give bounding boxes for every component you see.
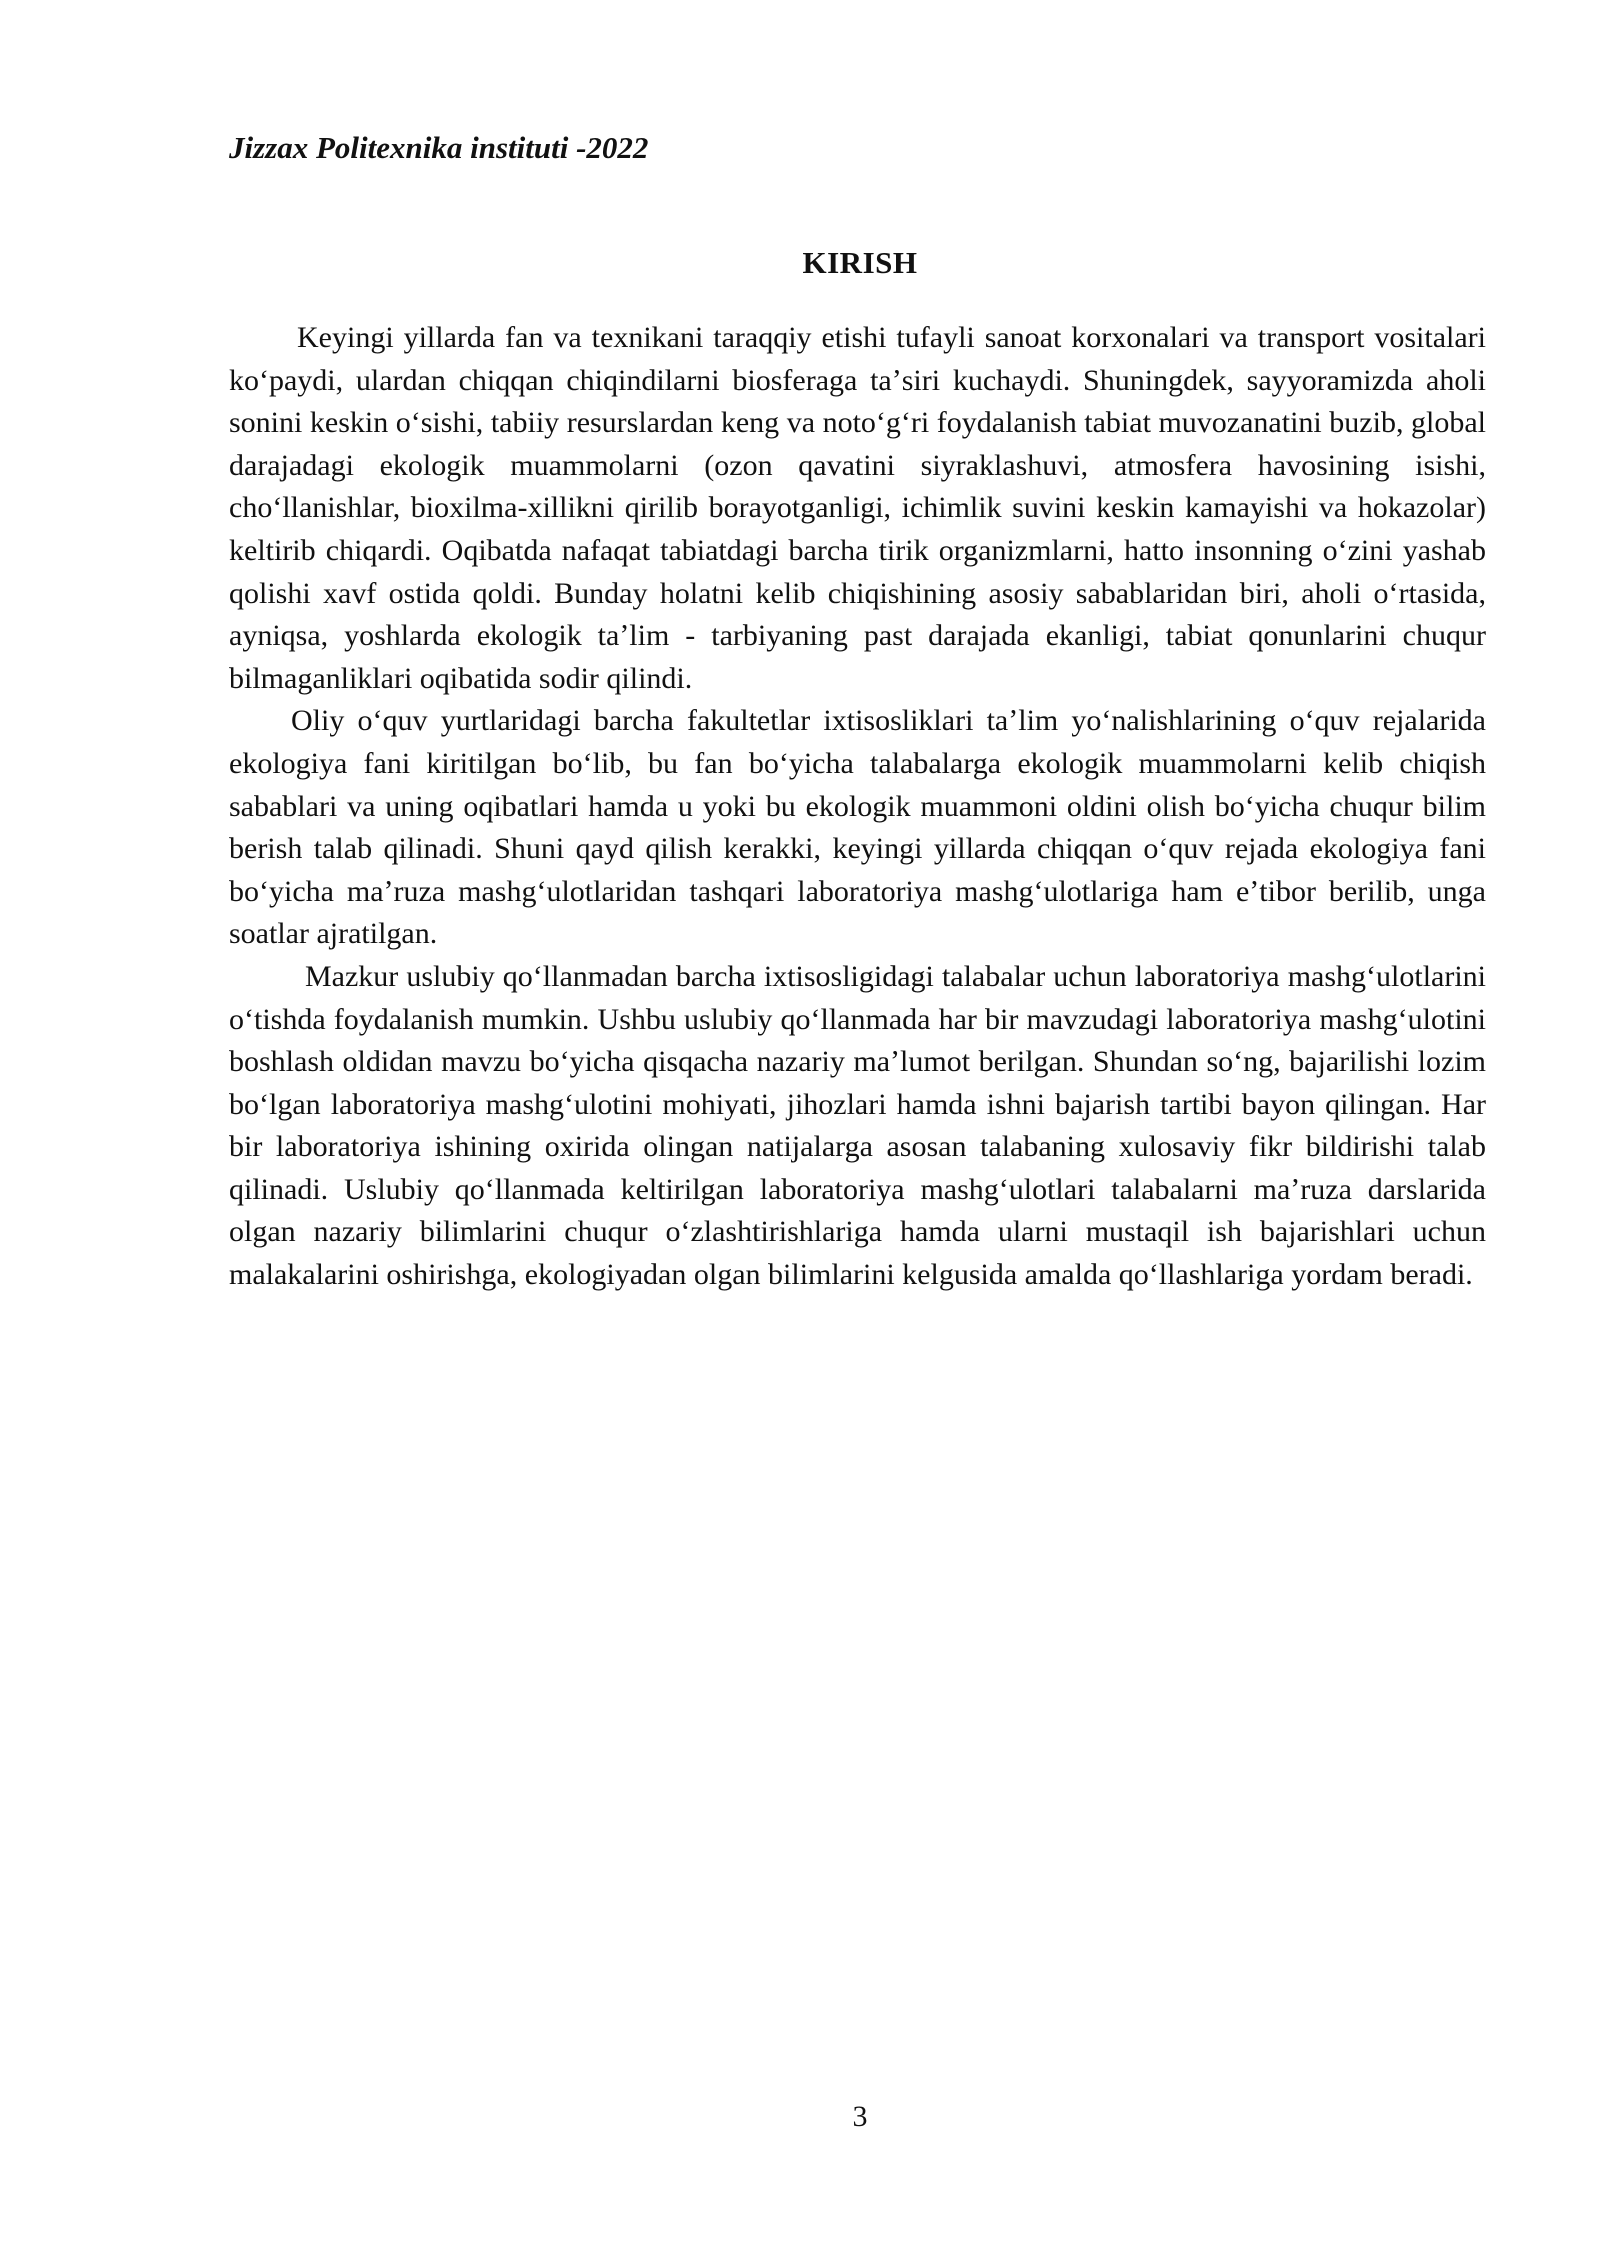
- section-title: KIRISH: [802, 245, 918, 280]
- paragraph-2: Oliy oʻquv yurtlaridagi barcha fakultetlar ixtisosliklari taʼlim yoʻnalishlarining oʻquv rejalarida ekologiya fani kiritilgan boʻlib, bu fan boʻyicha talabalarga ekologik muammolarni kelib chiqish sabablari va uning oqibatlari hamda u yoki bu ekologik muammoni oldini olish boʻyicha chuqur bilim berish talab qilinadi. Shuni qayd qilish kerakki, keyingi yillarda chiqqan oʻquv rejada ekologiya fani boʻyicha maʼruza mashgʻulotlaridan tashqari laboratoriya mashgʻulotlariga ham eʼtibor berilib, unga soatlar ajratilgan.: [229, 704, 1486, 951]
- body-text: [229, 317, 1486, 1297]
- paragraph-3: Mazkur uslubiy qoʻllanmadan barcha ixtisosligidagi talabalar uchun laboratoriya mashgʻulotlarini oʻtishda foydalanish mumkin. Ushbu uslubiy qoʻllanmada har bir mavzudagi laboratoriya mashgʻulotini boshlash oldidan mavzu boʻyicha qisqacha nazariy maʼlumot berilgan. Shundan soʻng, bajarilishi lozim boʻlgan laboratoriya mashgʻulotini mohiyati, jihozlari hamda ishni bajarish tartibi bayon qilingan. Har bir laboratoriya ishining oxirida olingan natijalarga asosan talabaning xulosaviy fikr bildirishi talab qilinadi. Uslubiy qoʻllanmada keltirilgan laboratoriya mashgʻulotlari talabalarni maʼruza darslarida olgan nazariy bilimlarini chuqur oʻzlashtirishlariga hamda ularni mustaqil ish bajarishlari uchun malakalarini oshirishga, ekologiyadan olgan bilimlarini kelgusida amalda qoʻllashlariga yordam beradi.: [229, 959, 1486, 1292]
- page-number: 3: [852, 2100, 868, 2133]
- paragraph-1: Keyingi yillarda fan va texnikani taraqqiy etishi tufayli sanoat korxonalari va transport vositalari koʻpaydi, ulardan chiqqan chiqindilarni biosferaga taʼsiri kuchaydi. Shuningdek, sayyoramizda aholi sonini keskin oʻsishi, tabiiy resurslardan keng va notoʻgʻri foydalanish tabiat muvozanatini buzib, global darajadagi ekologik muammolarni (ozon qavatini siyraklashuvi, atmosfera havosining isishi, choʻllanishlar, bioxilma-xillikni qirilib borayotganligi, ichimlik suvini keskin kamayishi va hokazolar) keltirib chiqardi. Oqibatda nafaqat tabiatdagi barcha tirik organizmlarni, hatto insonning oʻzini yashab qolishi xavf ostida qoldi. Bunday holatni kelib chiqishining asosiy sabablaridan biri, aholi oʻrtasida, ayniqsa, yoshlarda ekologik taʼlim - tarbiyaning past darajada ekanligi, tabiat qonunlarini chuqur bilmaganliklari oqibatida sodir qilindi.: [229, 321, 1486, 695]
- page-header: Jizzax Politexnika instituti -2022: [229, 130, 649, 165]
